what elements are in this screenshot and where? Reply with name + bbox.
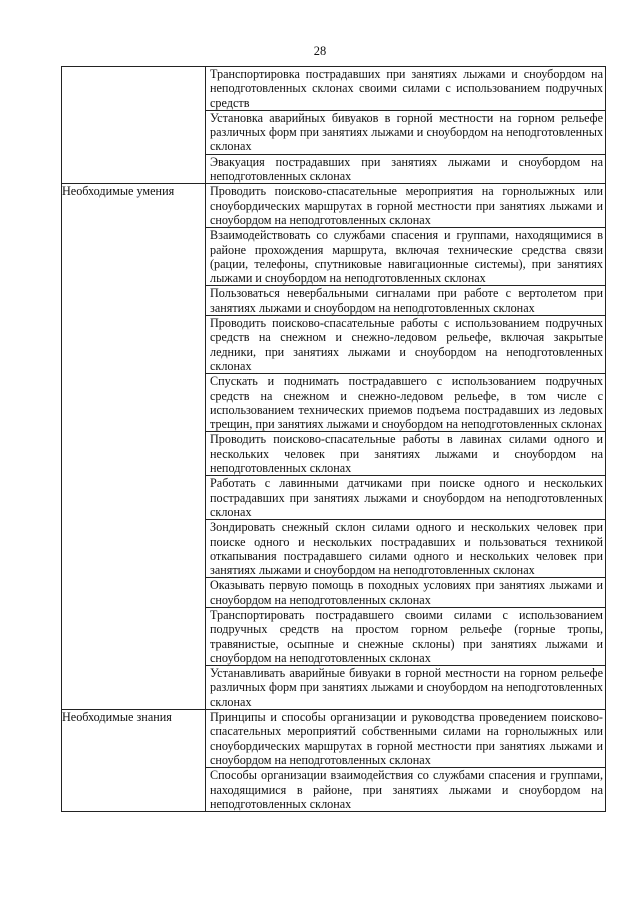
row-content [206,67,606,184]
list-item: Проводить поисково-спасательные работы с использованием подручных средств на снежном и снежно-ледовом рельефе, включая закрытые ледники, при занятиях лыжами и сноубордом на неподготовленных склонах [206,316,605,374]
list-item: Транспортировать пострадавшего своими силами с использованием подручных средств на простом горном рельефе (горные тропы, травянистые, осыпные и снежные склоны) при занятиях лыжами и сноубордом на неподготовленных склонах [206,608,605,666]
table-row [62,67,606,184]
row-content [206,184,606,710]
list-item: Взаимодействовать со службами спасения и группами, находящимися в районе прохождения маршрута, включая технические средства связи (рации, телефоны, спутниковые навигационные системы), при занятиях лыжами и сноубордом на неподготовленных склонах [206,228,605,286]
list-item: Пользоваться невербальными сигналами при работе с вертолетом при занятиях лыжами и сноубордом на неподготовленных склонах [206,286,605,316]
list-item: Установка аварийных бивуаков в горной местности на горном рельефе различных форм при занятиях лыжами и сноубордом на неподготовленных склонах [206,111,605,155]
list-item: Проводить поисково-спасательные работы в лавинах силами одного и нескольких человек при занятиях лыжами и сноубордом на неподготовленных склонах [206,432,605,476]
row-label: Необходимые умения [62,184,206,710]
row-content [206,710,606,812]
table-row [62,710,606,812]
list-item: Транспортировка пострадавших при занятиях лыжами и сноубордом на неподготовленных склонах своими силами с использованием подручных средств [206,67,605,111]
competency-table-body [62,67,606,812]
row-label: Необходимые знания [62,710,206,812]
table-row [62,184,606,710]
row-label [62,67,206,184]
list-item: Работать с лавинными датчиками при поиске одного и нескольких пострадавших при занятиях лыжами и сноубордом на неподготовленных склонах [206,476,605,520]
list-item: Принципы и способы организации и руководства проведением поисково-спасательных мероприятий собственными силами на горнолыжных или сноубордических маршрутах в горной местности при занятиях лыжами и сноубордом на неподготовленных склонах [206,710,605,768]
list-item: Спускать и поднимать пострадавшего с использованием подручных средств на снежном и снежно-ледовом рельефе, в том числе с использованием технических приемов подъема пострадавших из ледовых трещин, при занятиях лыжами и сноубордом на неподготовленных склонах [206,374,605,432]
list-item: Эвакуация пострадавших при занятиях лыжами и сноубордом на неподготовленных склонах [210,154,603,184]
page-number: 28 [313,44,327,58]
list-item: Зондировать снежный склон силами одного и нескольких человек при поиске одного и нескольких пострадавших и пользоваться техникой откапывания пострадавшего силами одного и нескольких человек при занятиях лыжами и сноубордом на неподготовленных склонах [206,520,605,578]
list-item: Устанавливать аварийные бивуаки в горной местности на горном рельефе различных форм при занятиях лыжами и сноубордом на неподготовленных склонах [210,666,603,709]
list-item: Способы организации взаимодействия со службами спасения и группами, находящимися в районе, при занятиях лыжами и сноубордом на неподготовленных склонах [210,768,603,811]
list-item: Оказывать первую помощь в походных условиях при занятиях лыжами и сноубордом на неподготовленных склонах [206,578,605,608]
list-item: Проводить поисково-спасательные мероприятия на горнолыжных или сноубордических маршрутах в горной местности при занятиях лыжами и сноубордом на неподготовленных склонах [206,184,605,228]
competency-table [61,66,606,812]
